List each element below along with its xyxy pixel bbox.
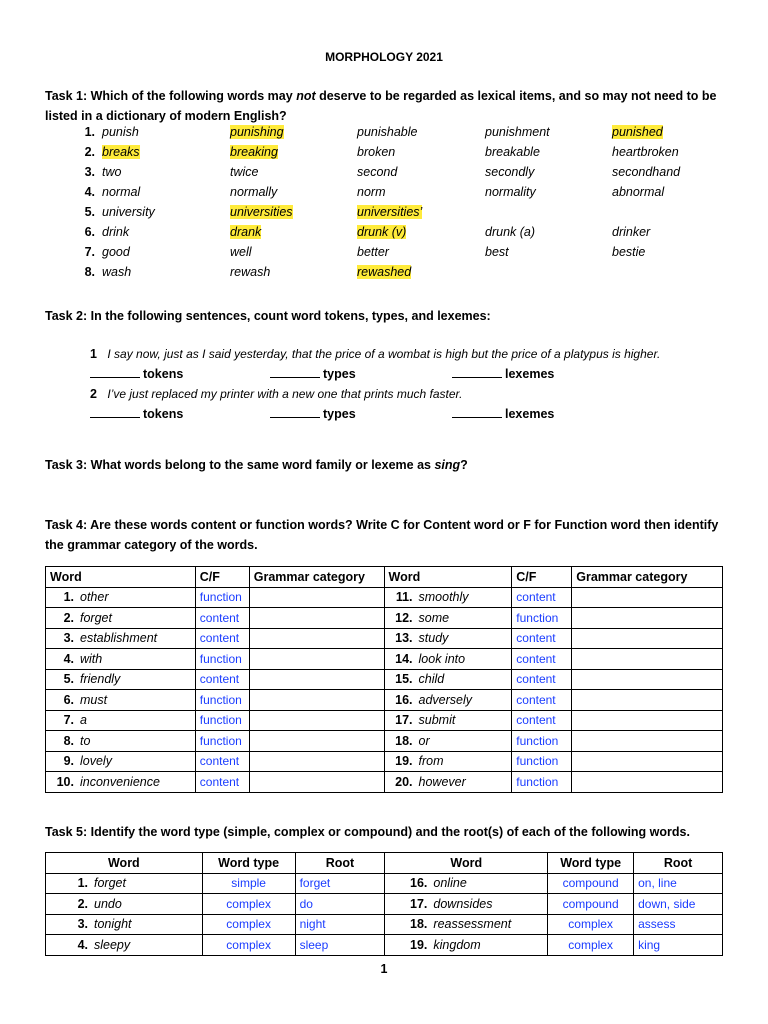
- header-root: Root: [295, 853, 385, 874]
- task1-word: normal: [102, 185, 141, 199]
- item-word: sleepy: [94, 937, 131, 952]
- task1-word: bestie: [612, 245, 646, 259]
- tokens-blank-2[interactable]: [90, 405, 140, 418]
- grammar-category-cell[interactable]: [249, 731, 384, 752]
- item-word: tonight: [94, 917, 132, 932]
- cf-answer-cell[interactable]: [512, 751, 572, 772]
- sentence-1-text: I say now, just as I said yesterday, that the price of a wombat is high but the price of a platypus is higher.: [107, 347, 661, 361]
- item-number: 3.: [77, 917, 88, 932]
- root-answer: down, side: [638, 896, 696, 911]
- task1-word: secondly: [485, 165, 535, 179]
- types-label-2: types: [323, 407, 356, 421]
- word-cell: [46, 669, 196, 690]
- item-number: 1.: [63, 590, 74, 605]
- item-number: 10.: [56, 774, 74, 789]
- cf-answer-cell[interactable]: [512, 772, 572, 793]
- task1-word: normally: [230, 185, 278, 199]
- cf-answer-cell[interactable]: [195, 628, 249, 649]
- tokens-label-1: tokens: [143, 367, 184, 381]
- lexemes-blank-1[interactable]: [452, 365, 502, 378]
- cf-answer-cell[interactable]: [195, 669, 249, 690]
- item-word: lovely: [80, 754, 112, 769]
- sentence-1-number: 1: [90, 347, 97, 361]
- task3-prompt-text: Task 3: What words belong to the same word family or lexeme as: [45, 458, 435, 472]
- task2-prompt: Task 2: In the following sentences, count word tokens, types, and lexemes:: [45, 309, 491, 323]
- grammar-category-cell[interactable]: [249, 628, 384, 649]
- task1-word: abnormal: [612, 185, 665, 199]
- task1-prompt-part-b: deserve to be regarded as lexical items, and so may not need to be listed in a dictionary of modern English?: [45, 89, 717, 123]
- task1-word: good: [102, 245, 130, 259]
- word-type-cell[interactable]: [202, 873, 295, 894]
- item-word: forget: [94, 876, 126, 891]
- task1-row: [45, 165, 745, 185]
- task1-word-highlighted: drunk (v): [357, 225, 407, 239]
- item-word: look into: [418, 651, 466, 666]
- task1-word: heartbroken: [612, 145, 679, 159]
- word-cell: [384, 669, 512, 690]
- cf-answer: function: [199, 590, 242, 605]
- table-row: [46, 710, 723, 731]
- header-grammar-category: Grammar category: [249, 567, 384, 588]
- word-cell: [46, 587, 196, 608]
- header-word: Word: [46, 853, 203, 874]
- cf-answer-cell[interactable]: [512, 669, 572, 690]
- word-cell: [384, 628, 512, 649]
- grammar-category-cell[interactable]: [572, 628, 723, 649]
- header-word-type: Word type: [548, 853, 634, 874]
- word-type-cell[interactable]: [548, 935, 634, 956]
- tokens-label-2: tokens: [143, 407, 184, 421]
- task1-word: wash: [102, 265, 132, 279]
- task1-row-number: 7.: [84, 245, 95, 259]
- root-cell[interactable]: [295, 935, 385, 956]
- task1-prompt: [45, 86, 725, 126]
- word-cell: [384, 772, 512, 793]
- task1-row-number: 5.: [84, 205, 95, 219]
- word-cell: [385, 873, 548, 894]
- root-answer: assess: [638, 917, 676, 932]
- grammar-category-cell[interactable]: [572, 772, 723, 793]
- task1-word-highlighted: universities: [230, 205, 293, 219]
- word-type-answer: complex: [568, 917, 613, 932]
- task1-word: drunk (a): [485, 225, 536, 239]
- item-number: 18.: [395, 733, 413, 748]
- task1-row: [45, 225, 745, 245]
- root-answer: do: [299, 896, 313, 911]
- item-number: 14.: [395, 651, 413, 666]
- word-cell: [384, 587, 512, 608]
- word-type-cell[interactable]: [548, 914, 634, 935]
- item-number: 20.: [395, 774, 413, 789]
- word-cell: [46, 690, 196, 711]
- word-type-answer: complex: [226, 937, 271, 952]
- types-blank-1[interactable]: [270, 365, 320, 378]
- sentence-1-answers: [90, 364, 730, 384]
- task4-table: [45, 566, 723, 793]
- task1-row-number: 6.: [84, 225, 95, 239]
- word-cell: [384, 751, 512, 772]
- item-number: 3.: [63, 631, 74, 646]
- grammar-category-cell[interactable]: [249, 608, 384, 629]
- cf-answer-cell[interactable]: [512, 587, 572, 608]
- item-number: 7.: [63, 713, 74, 728]
- root-cell[interactable]: [295, 914, 385, 935]
- task1-word: norm: [357, 185, 386, 199]
- task1-word: university: [102, 205, 155, 219]
- grammar-category-cell[interactable]: [572, 751, 723, 772]
- item-number: 19.: [395, 754, 413, 769]
- header-grammar-category: Grammar category: [572, 567, 723, 588]
- word-cell: [384, 649, 512, 670]
- item-word: with: [80, 651, 103, 666]
- item-word: however: [418, 774, 466, 789]
- cf-answer: content: [516, 590, 556, 605]
- task1-word: secondhand: [612, 165, 681, 179]
- item-word: forget: [80, 610, 112, 625]
- task1-word: better: [357, 245, 389, 259]
- item-number: 15.: [395, 672, 413, 687]
- cf-answer-cell[interactable]: [512, 731, 572, 752]
- table-row: [46, 669, 723, 690]
- task1-word: drinker: [612, 225, 651, 239]
- word-cell: [385, 914, 548, 935]
- cf-answer-cell[interactable]: [512, 608, 572, 629]
- task5-table: [45, 852, 723, 956]
- cf-answer-cell[interactable]: [195, 608, 249, 629]
- header-word: Word: [385, 853, 548, 874]
- lexemes-label-1: lexemes: [505, 367, 555, 381]
- item-word: study: [418, 631, 449, 646]
- grammar-category-cell[interactable]: [249, 690, 384, 711]
- item-number: 1.: [77, 876, 88, 891]
- root-cell[interactable]: [634, 935, 723, 956]
- task5-prompt: Task 5: Identify the word type (simple, complex or compound) and the root(s) of each of the following words.: [45, 825, 690, 839]
- word-cell: [46, 894, 203, 915]
- task1-word-highlighted: drank: [230, 225, 262, 239]
- task1-row-number: 8.: [84, 265, 95, 279]
- item-number: 17.: [395, 713, 413, 728]
- item-number: 16.: [395, 692, 413, 707]
- task1-word: second: [357, 165, 398, 179]
- task1-row-number: 1.: [84, 125, 95, 139]
- root-cell[interactable]: [634, 894, 723, 915]
- task4-prompt: Task 4: Are these words content or function words? Write C for Content word or F for Function word then identify the grammar category of the words.: [45, 518, 719, 552]
- task1-row: [45, 185, 745, 205]
- task3-prompt-end: ?: [460, 458, 468, 472]
- item-word: inconvenience: [80, 774, 160, 789]
- word-type-answer: complex: [226, 896, 271, 911]
- item-number: 19.: [410, 937, 428, 952]
- task4-header-row: [46, 567, 723, 588]
- task1-row: [45, 265, 745, 285]
- task2-sentences: [90, 344, 730, 424]
- word-type-answer: complex: [226, 917, 271, 932]
- task1-row: [45, 145, 745, 165]
- sentence-1: [90, 344, 730, 364]
- table-row: [46, 690, 723, 711]
- cf-answer: content: [199, 754, 240, 769]
- word-cell: [46, 772, 196, 793]
- item-number: 8.: [63, 733, 74, 748]
- cf-answer: content: [516, 692, 556, 707]
- task1-word: two: [102, 165, 122, 179]
- root-cell[interactable]: [634, 873, 723, 894]
- word-cell: [46, 710, 196, 731]
- word-type-cell[interactable]: [202, 935, 295, 956]
- word-cell: [46, 608, 196, 629]
- cf-answer: content: [199, 631, 240, 646]
- sentence-2: [90, 384, 730, 404]
- root-answer: sleep: [299, 937, 329, 952]
- cf-answer: function: [199, 733, 242, 748]
- item-number: 11.: [395, 590, 413, 605]
- task1-prompt-part-a: Task 1: Which of the following words may: [45, 89, 297, 103]
- item-word: kingdom: [433, 937, 481, 952]
- task1-row-number: 2.: [84, 145, 95, 159]
- grammar-category-cell[interactable]: [572, 710, 723, 731]
- cf-answer: content: [199, 672, 240, 687]
- word-cell: [384, 731, 512, 752]
- item-word: some: [418, 610, 450, 625]
- word-cell: [46, 751, 196, 772]
- word-cell: [46, 628, 196, 649]
- item-word: reassessment: [433, 917, 512, 932]
- cf-answer: content: [199, 610, 240, 625]
- root-answer: night: [299, 917, 326, 932]
- task1-word-list: [45, 125, 745, 285]
- cf-answer-cell[interactable]: [195, 587, 249, 608]
- cf-answer: function: [199, 692, 242, 707]
- table-row: [46, 914, 723, 935]
- table-row: [46, 649, 723, 670]
- cf-answer-cell[interactable]: [512, 710, 572, 731]
- grammar-category-cell[interactable]: [249, 649, 384, 670]
- item-word: a: [80, 713, 87, 728]
- cf-answer: content: [199, 774, 240, 789]
- item-word: adversely: [418, 692, 473, 707]
- task3-prompt: [45, 455, 725, 475]
- task1-word-highlighted: breaks: [102, 145, 140, 159]
- grammar-category-cell[interactable]: [249, 751, 384, 772]
- item-word: other: [80, 590, 109, 605]
- task1-row: [45, 205, 745, 225]
- table-row: [46, 751, 723, 772]
- sentence-2-number: 2: [90, 387, 97, 401]
- task1-word: broken: [357, 145, 396, 159]
- grammar-category-cell[interactable]: [249, 669, 384, 690]
- cf-answer: content: [516, 672, 556, 687]
- cf-answer: function: [199, 651, 242, 666]
- cf-answer-cell[interactable]: [195, 649, 249, 670]
- word-cell: [46, 873, 203, 894]
- root-answer: king: [638, 937, 661, 952]
- cf-answer: function: [199, 713, 242, 728]
- item-number: 12.: [395, 610, 413, 625]
- word-type-cell[interactable]: [202, 914, 295, 935]
- grammar-category-cell[interactable]: [572, 731, 723, 752]
- task1-word: rewash: [230, 265, 271, 279]
- cf-answer-cell[interactable]: [195, 690, 249, 711]
- grammar-category-cell[interactable]: [249, 587, 384, 608]
- grammar-category-cell[interactable]: [572, 649, 723, 670]
- root-answer: on, line: [638, 876, 677, 891]
- header-word: Word: [384, 567, 512, 588]
- root-cell[interactable]: [295, 894, 385, 915]
- cf-answer: content: [516, 713, 556, 728]
- word-type-answer: simple: [231, 876, 266, 891]
- header-word: Word: [46, 567, 196, 588]
- task1-word: well: [230, 245, 252, 259]
- item-word: downsides: [433, 896, 493, 911]
- item-number: 9.: [63, 754, 74, 769]
- item-word: smoothly: [418, 590, 469, 605]
- header-cf: C/F: [512, 567, 572, 588]
- item-number: 4.: [63, 651, 74, 666]
- task3-target-word: sing: [434, 458, 461, 472]
- word-cell: [46, 914, 203, 935]
- sentence-2-answers: [90, 404, 730, 424]
- item-number: 16.: [410, 876, 428, 891]
- task1-row-number: 4.: [84, 185, 95, 199]
- sentence-2-text: I’ve just replaced my printer with a new one that prints much faster.: [107, 387, 463, 401]
- word-cell: [384, 608, 512, 629]
- cf-answer: content: [516, 631, 556, 646]
- lexemes-blank-2[interactable]: [452, 405, 502, 418]
- cf-answer-cell[interactable]: [512, 628, 572, 649]
- root-answer: forget: [299, 876, 331, 891]
- item-word: child: [418, 672, 445, 687]
- lexemes-label-2: lexemes: [505, 407, 555, 421]
- table-row: [46, 873, 723, 894]
- header-cf: C/F: [195, 567, 249, 588]
- cf-answer: function: [516, 774, 559, 789]
- table-row: [46, 935, 723, 956]
- cf-answer-cell[interactable]: [195, 772, 249, 793]
- grammar-category-cell[interactable]: [249, 772, 384, 793]
- task1-word-highlighted: punishing: [230, 125, 284, 139]
- word-type-cell[interactable]: [548, 873, 634, 894]
- word-type-answer: compound: [562, 876, 619, 891]
- cf-answer-cell[interactable]: [195, 751, 249, 772]
- task1-word-highlighted: breaking: [230, 145, 278, 159]
- item-number: 6.: [63, 692, 74, 707]
- item-word: or: [418, 733, 430, 748]
- word-cell: [46, 935, 203, 956]
- task1-word: best: [485, 245, 509, 259]
- item-number: 4.: [77, 937, 88, 952]
- word-cell: [46, 649, 196, 670]
- grammar-category-cell[interactable]: [249, 710, 384, 731]
- word-cell: [385, 894, 548, 915]
- item-number: 2.: [63, 610, 74, 625]
- task1-word-highlighted: rewashed: [357, 265, 412, 279]
- task1-word: punishable: [357, 125, 418, 139]
- cf-answer-cell[interactable]: [195, 731, 249, 752]
- item-number: 5.: [63, 672, 74, 687]
- page-title: MORPHOLOGY 2021: [325, 50, 443, 64]
- table-row: [46, 772, 723, 793]
- task1-word-highlighted: universities’: [357, 205, 423, 219]
- item-number: 17.: [410, 896, 428, 911]
- item-number: 2.: [77, 896, 88, 911]
- word-type-answer: compound: [562, 896, 619, 911]
- table-row: [46, 731, 723, 752]
- table-row: [46, 628, 723, 649]
- task5-header-row: [46, 853, 723, 874]
- table-row: [46, 894, 723, 915]
- word-cell: [385, 935, 548, 956]
- word-type-cell[interactable]: [202, 894, 295, 915]
- cf-answer: content: [516, 651, 556, 666]
- task1-word: normality: [485, 185, 536, 199]
- page-number: 1: [380, 962, 388, 976]
- header-root: Root: [634, 853, 723, 874]
- types-label-1: types: [323, 367, 356, 381]
- task1-word-highlighted: punished: [612, 125, 663, 139]
- task1-word: punishment: [485, 125, 550, 139]
- header-word-type: Word type: [202, 853, 295, 874]
- item-word: friendly: [80, 672, 121, 687]
- cf-answer-cell[interactable]: [195, 710, 249, 731]
- grammar-category-cell[interactable]: [572, 690, 723, 711]
- root-cell[interactable]: [634, 914, 723, 935]
- tokens-blank-1[interactable]: [90, 365, 140, 378]
- grammar-category-cell[interactable]: [572, 587, 723, 608]
- cf-answer: function: [516, 754, 559, 769]
- grammar-category-cell[interactable]: [572, 669, 723, 690]
- item-word: to: [80, 733, 91, 748]
- task1-word: breakable: [485, 145, 540, 159]
- cf-answer: function: [516, 610, 559, 625]
- task1-prompt-emphasis: not: [296, 89, 316, 103]
- task1-word: twice: [230, 165, 259, 179]
- cf-answer-cell[interactable]: [512, 690, 572, 711]
- types-blank-2[interactable]: [270, 405, 320, 418]
- item-number: 13.: [395, 631, 413, 646]
- word-cell: [46, 731, 196, 752]
- task1-row: [45, 125, 745, 145]
- item-word: undo: [94, 896, 122, 911]
- table-row: [46, 608, 723, 629]
- word-cell: [384, 710, 512, 731]
- item-word: from: [418, 754, 444, 769]
- task1-row-number: 3.: [84, 165, 95, 179]
- item-word: must: [80, 692, 108, 707]
- cf-answer-cell[interactable]: [512, 649, 572, 670]
- root-cell[interactable]: [295, 873, 385, 894]
- word-type-cell[interactable]: [548, 894, 634, 915]
- item-word: submit: [418, 713, 456, 728]
- item-number: 18.: [410, 917, 428, 932]
- word-type-answer: complex: [568, 937, 613, 952]
- task1-word: punish: [102, 125, 139, 139]
- item-word: online: [433, 876, 467, 891]
- word-cell: [384, 690, 512, 711]
- grammar-category-cell[interactable]: [572, 608, 723, 629]
- cf-answer: function: [516, 733, 559, 748]
- table-row: [46, 587, 723, 608]
- task1-word: drink: [102, 225, 130, 239]
- item-word: establishment: [80, 631, 158, 646]
- task1-row: [45, 245, 745, 265]
